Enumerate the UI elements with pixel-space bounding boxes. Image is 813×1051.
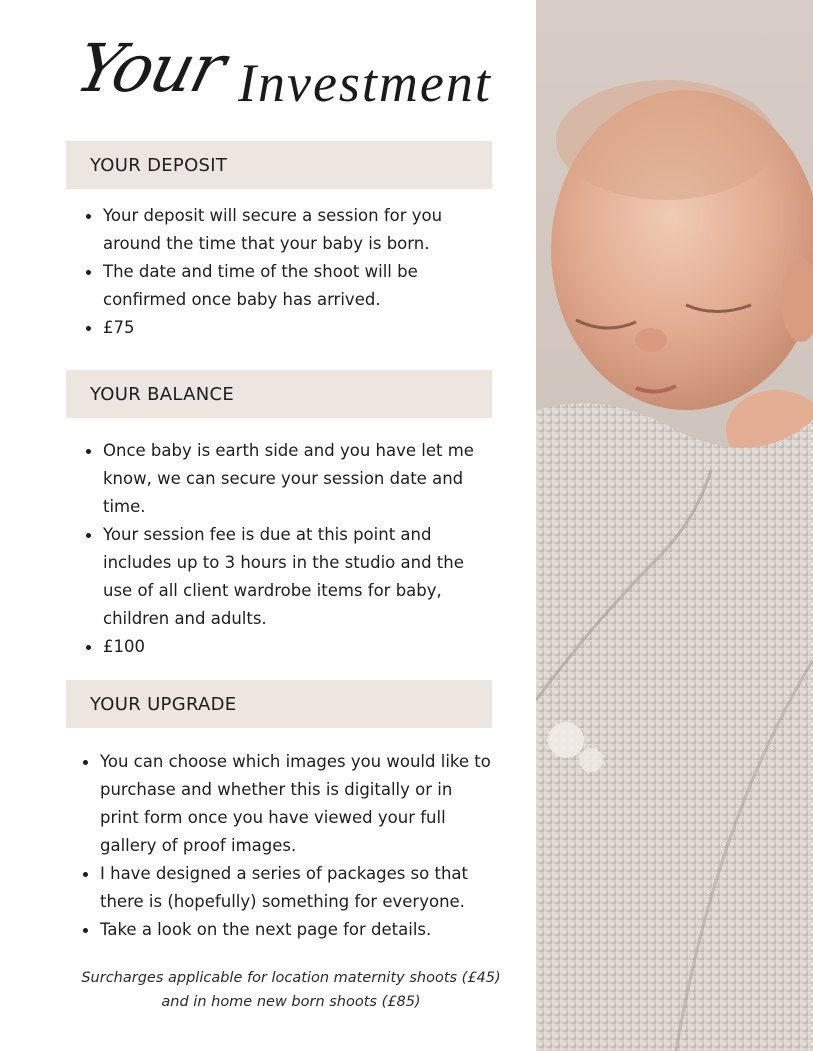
newborn-baby-photo [536,0,813,1051]
list-item [103,258,493,314]
bullet-dot-icon [86,326,91,331]
surcharge-footnote [66,966,516,1014]
deposit-bullet-list [103,202,493,342]
balance-price: £100 [103,637,145,656]
upgrade-bullet-1: You can choose which images you would like to purchase and whether this is digitally or in print form once you have viewed your full gallery of proof images. [100,752,491,855]
balance-bullet-list [103,437,495,661]
list-item [103,202,493,258]
section-heading-upgrade: YOUR UPGRADE [66,680,492,728]
title-serif-word: Investment [238,53,492,113]
balance-bullet-2: Your session fee is due at this point and includes up to 3 hours in the studio and the use of all client wardrobe items for baby, children and adults. [103,525,464,628]
page-title [68,30,518,140]
balance-bullet-1: Once baby is earth side and you have let me know, we can secure your session date and time. [103,441,474,516]
list-item [103,633,495,661]
deposit-bullet-2: The date and time of the shoot will be confirmed once baby has arrived. [103,262,418,309]
footnote-line-2: and in home new born shoots (£85) [161,994,421,1010]
list-item [103,314,493,342]
bullet-dot-icon [86,214,91,219]
deposit-bullet-1: Your deposit will secure a session for you around the time that your baby is born. [103,206,443,253]
deposit-price: £75 [103,318,135,337]
baby-photo-icon [536,0,813,1051]
upgrade-bullet-list [100,748,492,944]
section-heading-balance: YOUR BALANCE [66,370,492,418]
title-script-word: Your [68,30,232,107]
upgrade-bullet-3: Take a look on the next page for details. [100,920,432,939]
bullet-dot-icon [86,449,91,454]
footnote-line-1: Surcharges applicable for location maternity shoots (£45) [81,970,501,986]
section-heading-deposit: YOUR DEPOSIT [66,141,492,189]
list-item [100,916,492,944]
bullet-dot-icon [86,270,91,275]
bullet-dot-icon [83,760,88,765]
list-item [100,748,492,860]
list-item [103,437,495,521]
bullet-dot-icon [83,928,88,933]
bullet-dot-icon [83,872,88,877]
upgrade-bullet-2: I have designed a series of packages so that there is (hopefully) something for everyone. [100,864,469,911]
list-item [100,860,492,916]
bullet-dot-icon [86,645,91,650]
bullet-dot-icon [86,533,91,538]
list-item [103,521,495,633]
